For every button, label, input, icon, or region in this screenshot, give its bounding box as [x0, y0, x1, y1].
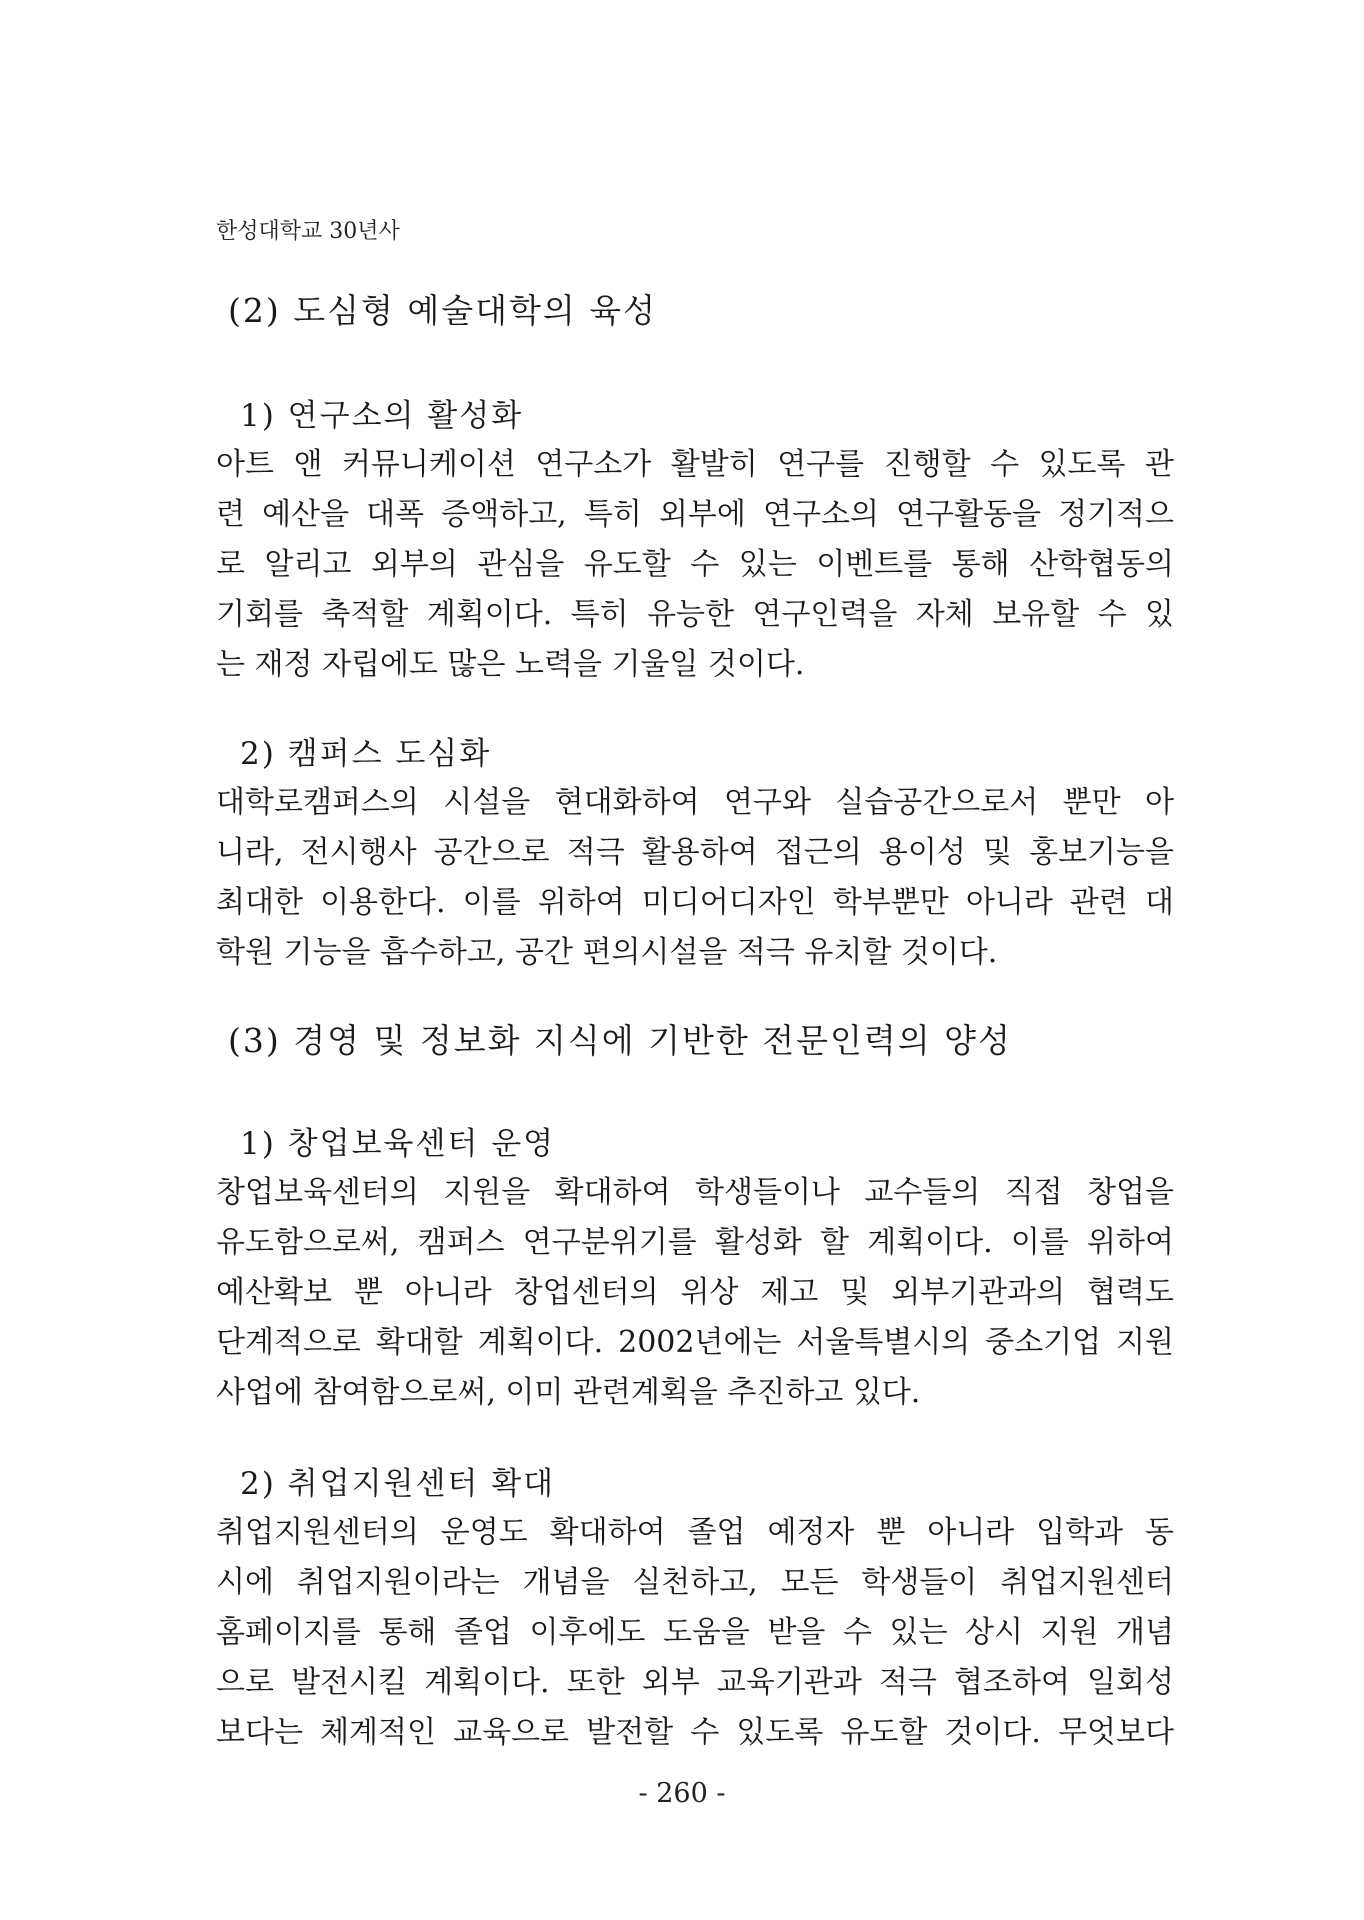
paragraph-line: 창업보육센터의 지원을 확대하여 학생들이나 교수들의 직접 창업을 — [216, 1175, 1174, 1210]
paragraph — [216, 1508, 1174, 1758]
paragraph-line: 취업지원센터의 운영도 확대하여 졸업 예정자 뿐 아니라 입학과 동 — [216, 1515, 1174, 1550]
paragraph — [216, 778, 1174, 978]
paragraph-line: 학원 기능을 흡수하고, 공간 편의시설을 적극 유치할 것이다. — [216, 935, 998, 970]
paragraph-line: 유도함으로써, 캠퍼스 연구분위기를 활성화 할 계획이다. 이를 위하여 — [216, 1225, 1174, 1260]
paragraph-line: 기회를 축적할 계획이다. 특히 유능한 연구인력을 자체 보유할 수 있 — [216, 597, 1174, 632]
page-number: - 260 - — [638, 1778, 726, 1809]
paragraph-line: 아트 앤 커뮤니케이션 연구소가 활발히 연구를 진행할 수 있도록 관 — [216, 447, 1174, 482]
paragraph — [216, 1168, 1174, 1418]
paragraph-line: 예산확보 뿐 아니라 창업센터의 위상 제고 및 외부기관과의 협력도 — [216, 1275, 1174, 1310]
paragraph-line: 으로 발전시킬 계획이다. 또한 외부 교육기관과 적극 협조하여 일회성 — [216, 1665, 1174, 1700]
paragraph-line: 홈페이지를 통해 졸업 이후에도 도움을 받을 수 있는 상시 지원 개념 — [216, 1615, 1174, 1650]
paragraph-line: 니라, 전시행사 공간으로 적극 활용하여 접근의 용이성 및 홍보기능을 — [216, 835, 1174, 870]
paragraph-line: 대학로캠퍼스의 시설을 현대화하여 연구와 실습공간으로서 뿐만 아 — [216, 785, 1174, 820]
running-head: 한성대학교 30년사 — [216, 219, 400, 244]
paragraph-line: 최대한 이용한다. 이를 위하여 미디어디자인 학부뿐만 아니라 관련 대 — [216, 885, 1174, 920]
paragraph-line: 단계적으로 확대할 계획이다. 2002년에는 서울특별시의 중소기업 지원 — [216, 1325, 1174, 1360]
paragraph-line: 시에 취업지원이라는 개념을 실천하고, 모든 학생들이 취업지원센터 — [216, 1565, 1174, 1600]
paragraph-line: 보다는 체계적인 교육으로 발전할 수 있도록 유도할 것이다. 무엇보다 — [216, 1715, 1174, 1750]
subsection-title: 1) 연구소의 활성화 — [240, 398, 524, 434]
section-title: (2) 도심형 예술대학의 육성 — [228, 291, 657, 330]
paragraph-line: 련 예산을 대폭 증액하고, 특히 외부에 연구소의 연구활동을 정기적으 — [216, 497, 1174, 532]
paragraph — [216, 440, 1174, 690]
subsection-title: 2) 취업지원센터 확대 — [240, 1466, 556, 1502]
paragraph-line: 로 알리고 외부의 관심을 유도할 수 있는 이벤트를 통해 산학협동의 — [216, 547, 1174, 582]
subsection-title: 2) 캠퍼스 도심화 — [240, 736, 492, 772]
section-title: (3) 경영 및 정보화 지식에 기반한 전문인력의 양성 — [228, 1021, 1012, 1060]
paragraph-line: 사업에 참여함으로써, 이미 관련계획을 추진하고 있다. — [216, 1375, 921, 1410]
paragraph-line: 는 재정 자립에도 많은 노력을 기울일 것이다. — [216, 647, 805, 682]
subsection-title: 1) 창업보육센터 운영 — [240, 1126, 556, 1162]
